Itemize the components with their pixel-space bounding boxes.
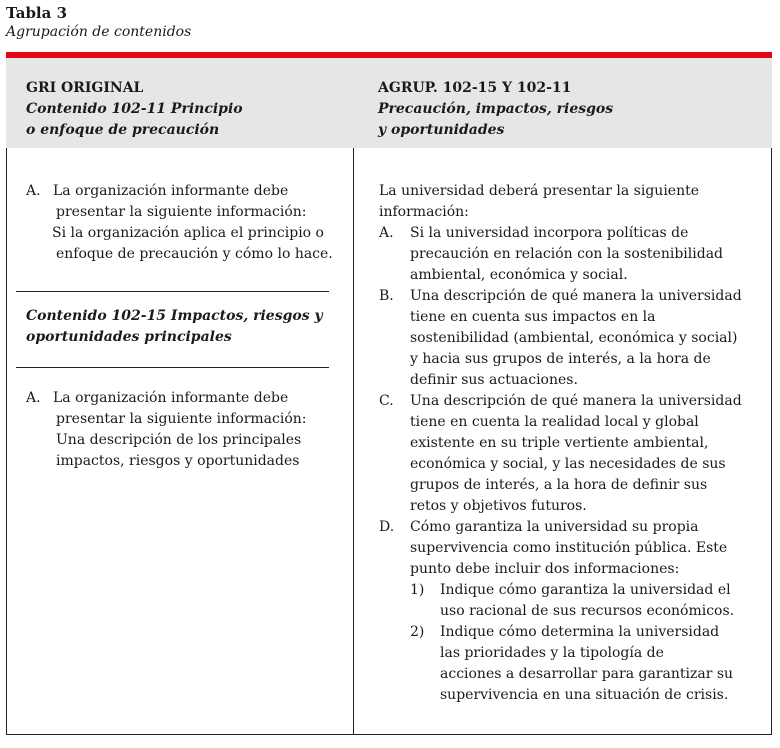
list-item-line: precaución en relación con la sostenibilidad — [410, 246, 724, 262]
header-left-subtitle-2: o enfoque de precaución — [26, 122, 220, 138]
left-section-heading-line-1: Contenido 102-15 Impactos, riesgos y — [26, 308, 323, 324]
right-subitems — [379, 580, 767, 706]
sub-list-item-line: acciones a desarrollar para garantizar su — [440, 666, 734, 682]
left-block-2-line-2: presentar la siguiente información: — [56, 411, 307, 427]
list-item — [379, 517, 767, 580]
header-right-subtitle-1: Precaución, impactos, riesgos — [378, 101, 614, 117]
list-item-line: retos y objetivos futuros. — [410, 498, 587, 514]
sub-list-item-line: uso racional de sus recursos económicos. — [440, 603, 735, 619]
list-item-line: Una descripción de qué manera la universidad — [410, 393, 742, 409]
table-title: Tabla 3 — [6, 4, 68, 22]
list-item-line: Una descripción de qué manera la universidad — [410, 288, 742, 304]
header-left-subtitle-1: Contenido 102-11 Principio — [26, 101, 243, 117]
header-right — [378, 78, 613, 141]
table-header — [6, 58, 772, 148]
list-item-line: sostenibilidad (ambiental, económica y social) — [410, 330, 738, 346]
left-block-2 — [26, 388, 346, 472]
list-item-line: tiene en cuenta la realidad local y global — [410, 414, 699, 430]
left-block-2-label: A. — [26, 390, 41, 406]
left-block-1-line-3: Si la organización aplica el principio o — [52, 225, 324, 241]
list-item-line: grupos de interés, a la hora de definir sus — [410, 477, 708, 493]
left-divider-1 — [16, 291, 329, 292]
left-block-1-line-1: La organización informante debe — [53, 183, 289, 199]
list-item-line: Si la universidad incorpora políticas de — [410, 225, 689, 241]
list-item-line: ambiental, económica y social. — [410, 267, 628, 283]
sub-list-item-line: las prioridades y la tipología de — [440, 645, 664, 661]
list-item-line: tiene en cuenta sus impactos en la — [410, 309, 656, 325]
left-block-1-line-2: presentar la siguiente información: — [56, 204, 307, 220]
right-intro-line-2: información: — [379, 204, 469, 220]
header-right-title: AGRUP. 102-15 Y 102-11 — [378, 80, 572, 96]
table-body — [6, 148, 772, 735]
sub-list-item-line: Indique cómo determina la universidad — [440, 624, 720, 640]
table-subtitle: Agrupación de contenidos — [6, 24, 192, 40]
list-item-label: C. — [379, 393, 394, 409]
sub-list-item — [410, 580, 767, 622]
list-item-label: D. — [379, 519, 395, 535]
header-left — [26, 78, 243, 141]
left-block-1-label: A. — [26, 183, 41, 199]
left-divider-2 — [16, 367, 329, 368]
list-item-label: B. — [379, 288, 394, 304]
header-right-subtitle-2: y oportunidades — [378, 122, 505, 138]
sub-list-item — [410, 622, 767, 706]
list-item-line: definir sus actuaciones. — [410, 372, 578, 388]
list-item-line: económica y social, y las necesidades de sus — [410, 456, 726, 472]
left-block-1 — [26, 181, 346, 265]
left-block-2-line-4: impactos, riesgos y oportunidades — [56, 453, 300, 469]
list-item-line: existente en su triple vertiente ambiental, — [410, 435, 709, 451]
sub-list-item-label: 1) — [410, 582, 425, 598]
sub-list-item-line: Indique cómo garantiza la universidad el — [440, 582, 731, 598]
list-item — [379, 286, 767, 391]
list-item-line: Cómo garantiza la universidad su propia — [410, 519, 699, 535]
list-item — [379, 223, 767, 286]
header-left-title: GRI ORIGINAL — [26, 80, 144, 96]
left-block-1-line-4: enfoque de precaución y cómo lo hace. — [56, 246, 333, 262]
right-column — [379, 181, 767, 706]
left-block-2-line-1: La organización informante debe — [53, 390, 289, 406]
sub-list-item-line: supervivencia en una situación de crisis. — [440, 687, 729, 703]
list-item-line: punto debe incluir dos informaciones: — [410, 561, 680, 577]
right-items — [379, 223, 767, 580]
list-item-label: A. — [379, 225, 394, 241]
sub-list-item-label: 2) — [410, 624, 425, 640]
list-item — [379, 391, 767, 517]
list-item-line: y hacia sus grupos de interés, a la hora de — [410, 351, 711, 367]
list-item-line: supervivencia como institución pública. Este — [410, 540, 728, 556]
left-section-heading-line-2: oportunidades principales — [26, 329, 232, 345]
left-block-2-line-3: Una descripción de los principales — [56, 432, 302, 448]
left-section-heading — [26, 306, 346, 348]
column-divider — [353, 148, 354, 734]
right-intro-line-1: La universidad deberá presentar la siguiente — [379, 183, 700, 199]
